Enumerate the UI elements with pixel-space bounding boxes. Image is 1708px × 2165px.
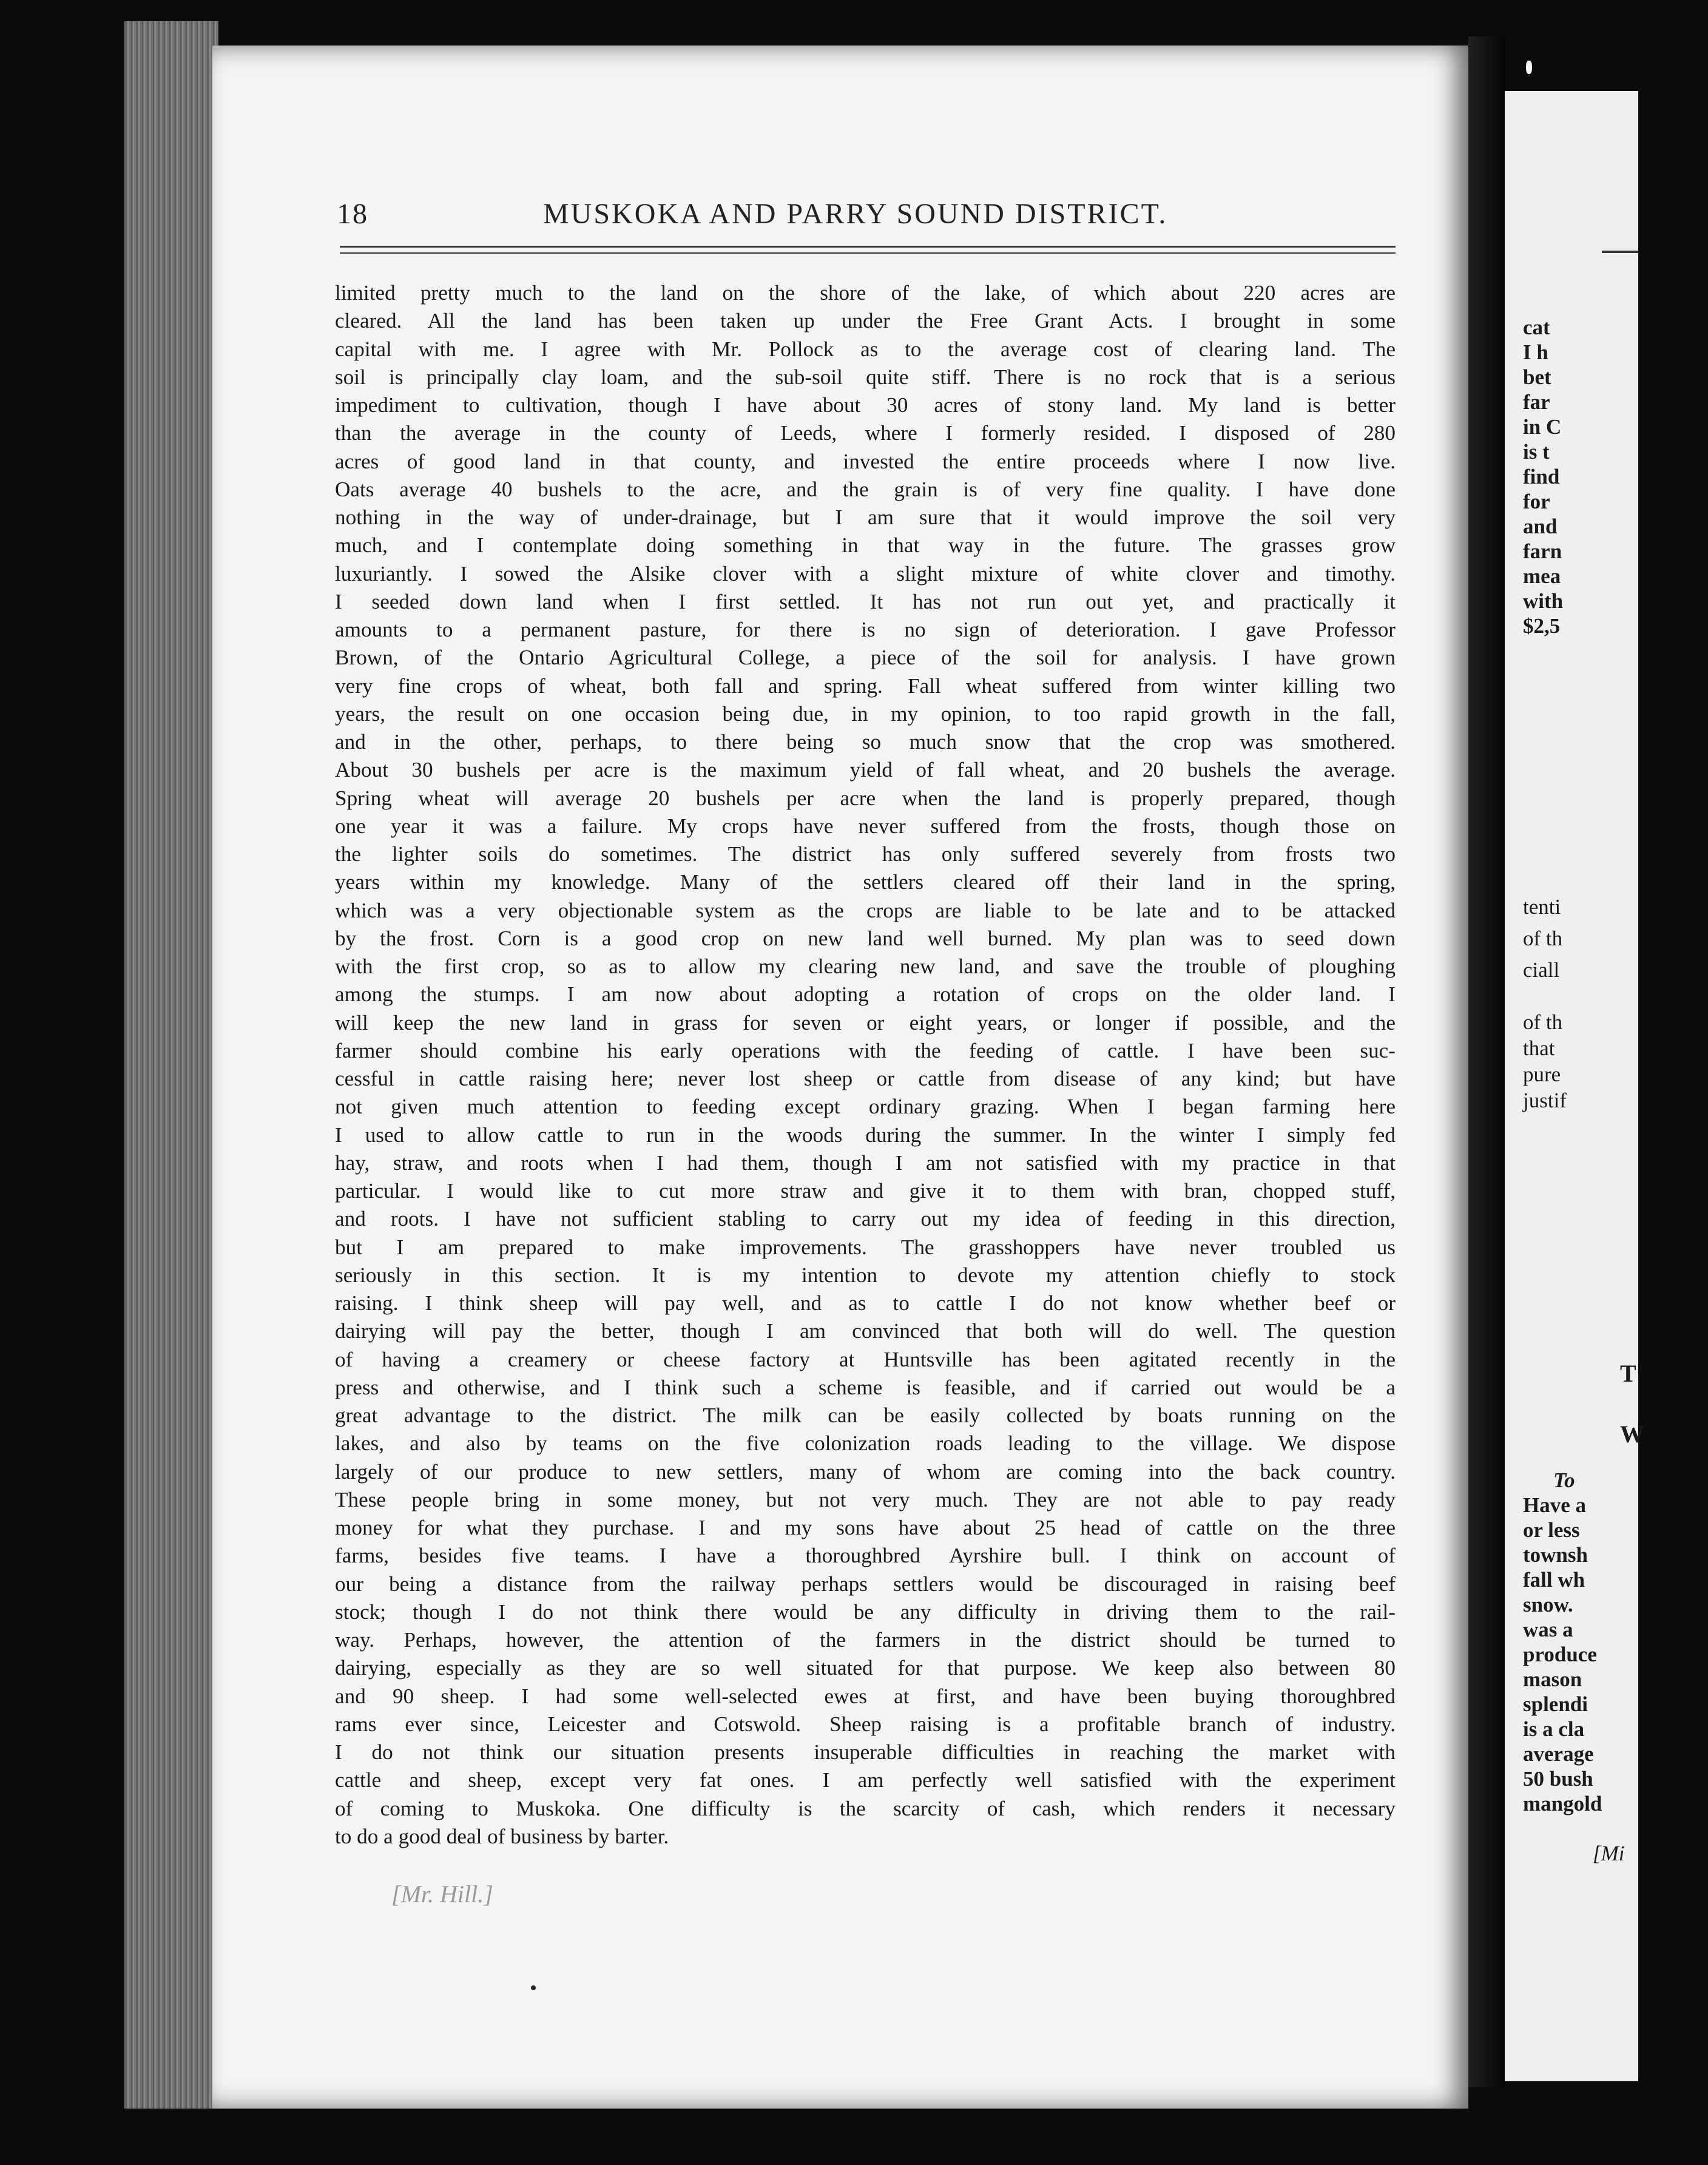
body-text [335,279,1396,1851]
text-line: luxuriantly. I sowed the Alsike clover with a slight mixture of white clover and timothy. [335,561,1396,586]
facing-page-fragment: in C [1523,415,1562,439]
page-header [337,197,1392,240]
text-line: impediment to cultivation, though I have about 30 acres of stony land. My land is better [335,393,1396,417]
facing-page-fragment: pure [1523,1062,1561,1086]
facing-page-fragment: tenti [1523,895,1561,919]
facing-page-fragment: W [1620,1420,1644,1448]
text-line: of having a creamery or cheese factory at Huntsville has been agitated recently in the [335,1347,1396,1371]
text-line: the lighter soils do sometimes. The district has only suffered severely from frosts two [335,842,1396,866]
text-line: among the stumps. I am now about adopting a rotation of crops on the older land. I [335,982,1396,1007]
facing-page-fragment: for [1523,490,1550,513]
facing-page-fragment: To [1553,1468,1575,1492]
text-line: dairying, especially as they are so well situated for that purpose. We keep also between 80 [335,1656,1396,1680]
facing-page-fragment: was a [1523,1618,1573,1641]
facing-page-fragment: and [1523,515,1558,538]
text-line: stock; though I do not think there would be any difficulty in driving them to the rail- [335,1599,1396,1624]
facing-page-fragment: townsh [1523,1543,1588,1567]
text-line: cattle and sheep, except very fat ones. I am perfectly well satisfied with the experiment [335,1768,1396,1792]
text-line: than the average in the county of Leeds, where I formerly resided. I disposed of 280 [335,421,1396,445]
text-line: years, the result on one occasion being due, in my opinion, to too rapid growth in the fall, [335,701,1396,726]
facing-page-fragment: justif [1523,1089,1567,1112]
text-line: soil is principally clay loam, and the sub-soil quite stiff. There is no rock that is a serious [335,365,1396,389]
text-line: of coming to Muskoka. One difficulty is the scarcity of cash, which renders it necessary [335,1796,1396,1820]
text-line: I used to allow cattle to run in the woods during the summer. In the winter I simply fed [335,1123,1396,1147]
text-line: one year it was a failure. My crops have never suffered from the frosts, though those on [335,814,1396,838]
text-line: and roots. I have not sufficient stabling to carry out my idea of feeding in this direction, [335,1207,1396,1231]
text-line: Brown, of the Ontario Agricultural College, a piece of the soil for analysis. I have grown [335,646,1396,670]
facing-page-fragment: far [1523,390,1550,414]
text-line: years within my knowledge. Many of the settlers cleared off their land in the spring, [335,870,1396,894]
facing-page-fragment: T [1620,1360,1636,1387]
facing-page-fragment: of th [1523,1010,1563,1034]
text-line: by the frost. Corn is a good crop on new land well burned. My plan was to seed down [335,926,1396,950]
facing-page-fragment: fall wh [1523,1568,1585,1592]
facing-page-fragment: $2,5 [1523,614,1561,638]
text-line: but I am prepared to make improvements. The grasshoppers have never troubled us [335,1235,1396,1259]
facing-page-fragment: of th [1523,927,1563,950]
facing-page-fragment: mea [1523,564,1561,588]
text-line: lakes, and also by teams on the five colonization roads leading to the village. We dispose [335,1431,1396,1456]
text-line: with the first crop, so as to allow my clearing new land, and save the trouble of ploughing [335,954,1396,978]
text-line: way. Perhaps, however, the attention of the farmers in the district should be turned to [335,1628,1396,1652]
facing-page-fragment: is t [1523,440,1550,464]
text-line: press and otherwise, and I think such a scheme is feasible, and if carried out would be a [335,1375,1396,1399]
text-line: raising. I think sheep will pay well, and as to cattle I do not know whether beef or [335,1291,1396,1315]
facing-page-fragment: or less [1523,1518,1580,1542]
text-line: farmer should combine his early operations with the feeding of cattle. I have been suc- [335,1038,1396,1062]
facing-page-fragment: I h [1523,340,1548,364]
facing-page-fragment: cat [1523,316,1550,339]
text-line: which was a very objectionable system as the crops are liable to be late and to be attacked [335,898,1396,922]
facing-page-fragment: [Mi [1593,1842,1625,1865]
page-number: 18 [337,198,368,230]
facing-page-fragment: 50 bush [1523,1767,1593,1791]
book-gutter [1468,36,1505,2087]
text-line: Spring wheat will average 20 bushels per acre when the land is properly prepared, though [335,786,1396,810]
text-line: cleared. All the land has been taken up under the Free Grant Acts. I brought in some [335,309,1396,333]
text-line: very fine crops of wheat, both fall and spring. Fall wheat suffered from winter killing two [335,674,1396,698]
header-rule-thick [340,246,1396,248]
facing-page-fragment: mason [1523,1667,1582,1691]
text-line: Oats average 40 bushels to the acre, and the grain is of very fine quality. I have done [335,477,1396,501]
text-line: will keep the new land in grass for seven or eight years, or longer if possible, and the [335,1010,1396,1035]
signature: [Mr. Hill.] [391,1880,493,1908]
facing-page-fragment: snow. [1523,1593,1573,1616]
text-line: nothing in the way of under-drainage, but I am sure that it would improve the soil very [335,505,1396,529]
text-line: farms, besides five teams. I have a thoroughbred Ayrshire bull. I think on account of [335,1544,1396,1568]
text-line: I seeded down land when I first settled. It has not run out yet, and practically it [335,589,1396,613]
facing-page-fragment: farn [1523,539,1562,563]
facing-page-fragment: produce [1523,1643,1597,1666]
facing-page-fragment: Have a [1523,1493,1587,1517]
text-line: to do a good deal of business by barter. [335,1824,669,1848]
facing-page-fragment: with [1523,589,1564,613]
text-line: hay, straw, and roots when I had them, though I am not satisfied with my practice in that [335,1150,1396,1175]
facing-page-fragment: mangold [1523,1792,1602,1815]
facing-page-fragment: that [1523,1036,1555,1060]
text-line: cessful in cattle raising here; never lost sheep or cattle from disease of any kind; but have [335,1067,1396,1090]
text-line: largely of our produce to new settlers, many of whom are coming into the back country. [335,1459,1396,1484]
text-line: limited pretty much to the land on the shore of the lake, of which about 220 acres are [335,281,1396,305]
facing-page-fragment: average [1523,1742,1594,1766]
text-line: not given much attention to feeding except ordinary grazing. When I began farming here [335,1095,1396,1119]
text-line: acres of good land in that county, and invested the entire proceeds where I now live. [335,449,1396,473]
text-line: rams ever since, Leicester and Cotswold. Sheep raising is a profitable branch of industry. [335,1712,1396,1736]
text-line: capital with me. I agree with Mr. Pollock as to the average cost of clearing land. The [335,337,1396,361]
ink-dot [531,1985,536,1990]
text-line: money for what they purchase. I and my sons have about 25 head of cattle on the three [335,1516,1396,1539]
header-rule-thin [340,252,1396,254]
facing-page-fragment: splendi [1523,1692,1588,1716]
text-line: These people bring in some money, but not very much. They are not able to pay ready [335,1487,1396,1511]
text-line: much, and I contemplate doing something in that way in the future. The grasses grow [335,533,1396,558]
facing-page-fragment: is a cla [1523,1717,1585,1741]
text-line: and in the other, perhaps, to there being so much snow that the crop was smothered. [335,730,1396,754]
facing-page-fragment: ciall [1523,958,1560,982]
text-line: our being a distance from the railway perhaps settlers would be discouraged in raising beef [335,1572,1396,1596]
text-line: I do not think our situation presents insuperable difficulties in reaching the market with [335,1740,1396,1764]
facing-page-fragment: bet [1523,365,1551,389]
text-line: About 30 bushels per acre is the maximum yield of fall wheat, and 20 bushels the average. [335,758,1396,782]
running-head: MUSKOKA AND PARRY SOUND DISTRICT. [543,198,1168,230]
facing-page-rule [1602,251,1638,253]
text-line: great advantage to the district. The milk can be easily collected by boats running on the [335,1403,1396,1427]
text-line: and 90 sheep. I had some well-selected ewes at first, and have been buying thoroughbred [335,1684,1396,1708]
book-page-edges [124,21,218,2109]
text-line: dairying will pay the better, though I am convinced that both will do well. The question [335,1319,1396,1343]
facing-page-fragment: find [1523,465,1560,488]
text-line: particular. I would like to cut more straw and give it to them with bran, chopped stuff, [335,1179,1396,1203]
scan-speck [1526,61,1532,74]
text-line: seriously in this section. It is my intention to devote my attention chiefly to stock [335,1263,1396,1287]
text-line: amounts to a permanent pasture, for there is no sign of deterioration. I gave Professor [335,618,1396,641]
